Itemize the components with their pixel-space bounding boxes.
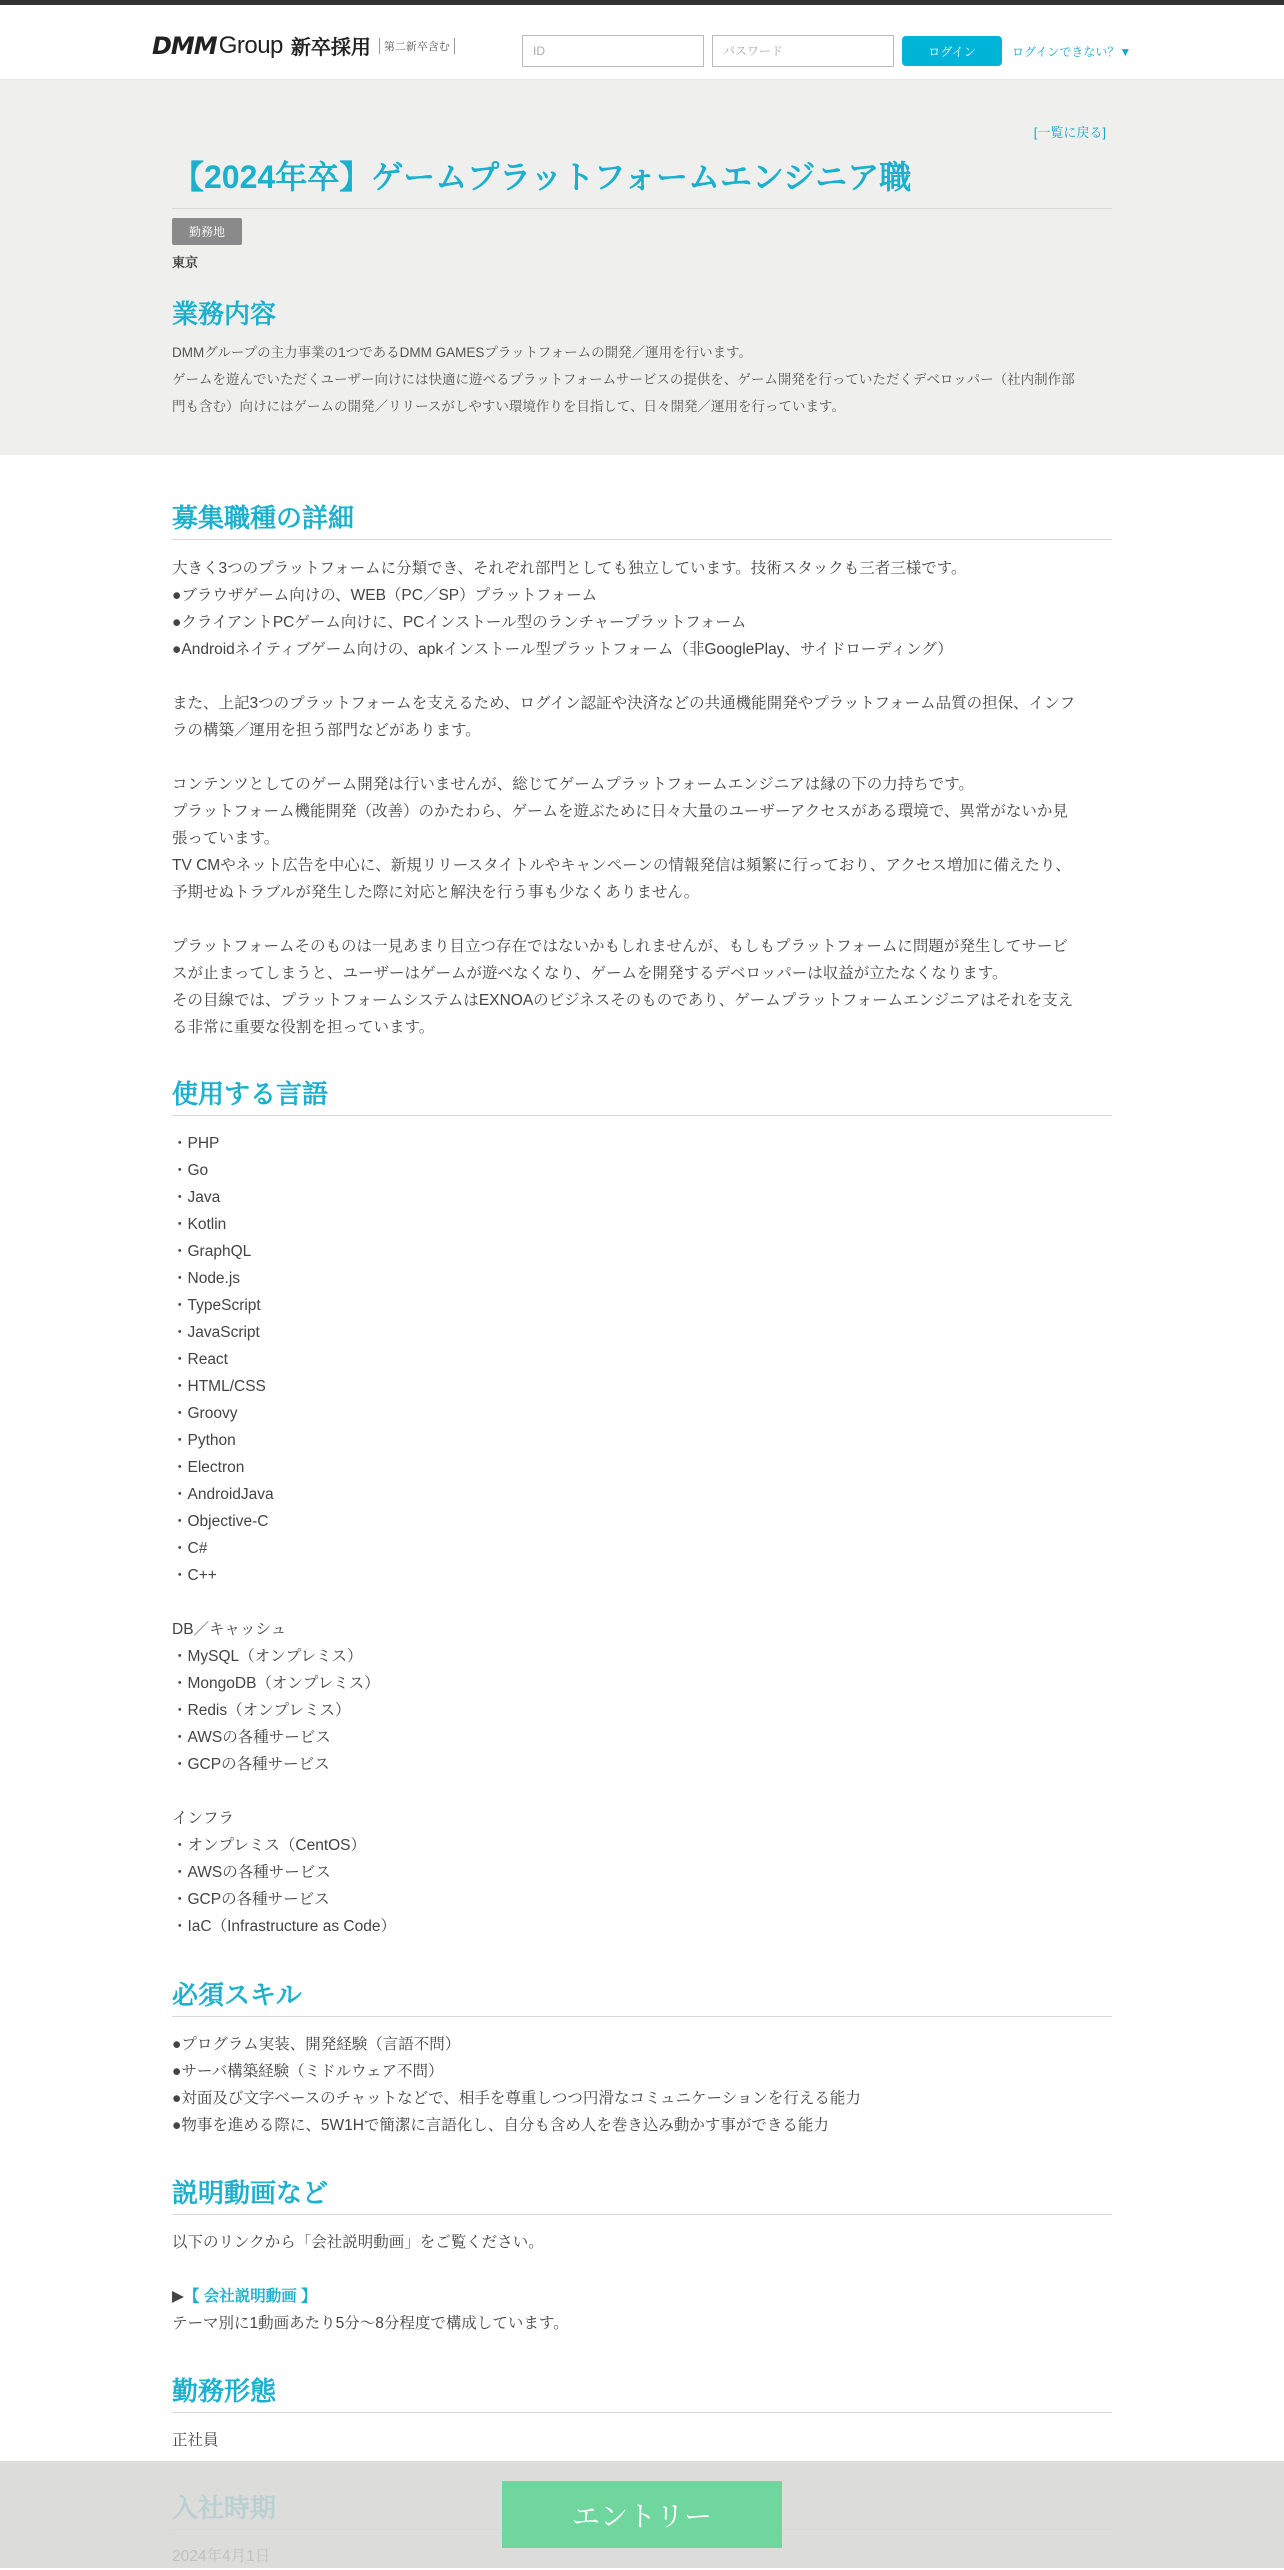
blank-line: [172, 1589, 1112, 1616]
play-icon: ▶: [172, 2288, 184, 2305]
detail-line: 予期せぬトラブルが発生した際に対応と解決を行う事も少なくありません。: [172, 884, 700, 901]
language-line: ・GCPの各種サービス: [172, 1891, 330, 1908]
languages-body: [172, 1130, 1112, 1940]
duty-heading: 業務内容: [172, 299, 277, 329]
language-line: ・Node.js: [172, 1270, 241, 1287]
skill-line: ●対面及び文字ベースのチャットなどで、相手を尊重しつつ円滑なコミュニケーションを行える能力: [172, 2090, 861, 2107]
language-line: ・Go: [172, 1162, 209, 1179]
detail-line: る非常に重要な役割を担っています。: [172, 1019, 435, 1036]
location-badge: 勤務地: [172, 218, 242, 245]
language-line: ・GCPの各種サービス: [172, 1756, 330, 1773]
detail-line: その目線では、プラットフォームシステムはEXNOAのビジネスそのものであり、ゲームプラットフォームエンジニアはそれを支え: [172, 992, 1074, 1009]
skill-line: ●サーバ構築経験（ミドルウェア不問）: [172, 2063, 444, 2080]
language-line: DB／キャッシュ: [172, 1621, 287, 1638]
language-line: ・Groovy: [172, 1405, 238, 1422]
blank-line: [172, 663, 1112, 690]
duty-description: [172, 342, 1112, 423]
logo-subtitle: 新卒採用: [290, 37, 371, 59]
detail-line: 大きく3つのプラットフォームに分類でき、それぞれ部門としても独立しています。技術スタックも三者三様です。: [172, 560, 967, 577]
detail-line: プラットフォームそのものは一見あまり目立つ存在ではないかもしれませんが、もしもプラットフォームに問題が発生してサービ: [172, 938, 1068, 955]
detail-body: [172, 555, 1112, 1041]
blank-line: [172, 906, 1112, 933]
login-button[interactable]: ログイン: [902, 36, 1002, 66]
blank-line: [172, 744, 1112, 771]
job-summary-panel: [0, 80, 1284, 455]
language-line: ・C#: [172, 1540, 208, 1557]
language-line: ・HTML/CSS: [172, 1378, 266, 1395]
language-line: インフラ: [172, 1810, 235, 1827]
duty-line: ゲームを遊んでいただくユーザー向けには快適に遊べるプラットフォームサービスの提供を、ゲーム開発を行っていただくデベロッパー（社内制作部: [172, 372, 1075, 387]
detail-line: プラットフォーム機能開発（改善）のかたわら、ゲームを遊ぶために日々大量のユーザーアクセスがある環境で、異常がないか見: [172, 803, 1068, 820]
language-line: ・IaC（Infrastructure as Code）: [172, 1918, 396, 1935]
job-title: 【2024年卒】ゲームプラットフォームエンジニア職: [172, 152, 1112, 209]
detail-line: ●クライアントPCゲーム向けに、PCインストール型のランチャープラットフォーム: [172, 614, 747, 631]
employment-heading: 勤務形態: [172, 2371, 1112, 2413]
detail-line: TV CMやネット広告を中心に、新規リリースタイトルやキャンペーンの情報発信は頻繁に行っており、アクセス増加に備えたり、: [172, 857, 1071, 874]
logo-group: Group: [218, 31, 283, 59]
entry-bar: [0, 2461, 1284, 2568]
detail-line: スが止まってしまうと、ユーザーはゲームが遊べなくなり、ゲームを開発するデベロッパーは収益が立たなくなります。: [172, 965, 1008, 982]
language-line: ・React: [172, 1351, 228, 1368]
video-body: [172, 2229, 1112, 2337]
language-line: ・C++: [172, 1567, 217, 1584]
skill-line: ●プログラム実装、開発経験（言語不問）: [172, 2036, 461, 2053]
language-line: ・Kotlin: [172, 1216, 227, 1233]
detail-line: ラの構築／運用を担う部門などがあります。: [172, 722, 481, 739]
language-line: ・TypeScript: [172, 1297, 261, 1314]
employment-body: [172, 2427, 1112, 2454]
video-link-row: [172, 2283, 1112, 2310]
language-line: ・オンプレミス（CentOS）: [172, 1837, 367, 1854]
duty-line: 門も含む）向けにはゲームの開発／リリースがしやすい環境作りを目指して、日々開発／運用を行っています。: [172, 399, 845, 414]
login-form: [522, 35, 1131, 67]
logo-dmm: DMM: [152, 31, 217, 60]
site-header: [0, 5, 1284, 80]
password-input[interactable]: [712, 35, 894, 67]
blank-line: [172, 2256, 1112, 2283]
back-to-list-link[interactable]: [一覧に戻る]: [1033, 125, 1106, 140]
skills-heading: 必須スキル: [172, 1975, 1112, 2017]
video-intro: 以下のリンクから「会社説明動画」をご覧ください。: [172, 2234, 544, 2251]
id-input[interactable]: [522, 35, 704, 67]
skills-body: [172, 2031, 1112, 2139]
language-line: ・AWSの各種サービス: [172, 1864, 331, 1881]
skill-line: ●物事を進める際に、5W1Hで簡潔に言語化し、自分も含め人を巻き込み動かす事ができる能力: [172, 2117, 829, 2134]
language-line: ・GraphQL: [172, 1243, 252, 1260]
employment-value: 正社員: [172, 2432, 219, 2449]
video-heading: 説明動画など: [172, 2173, 1112, 2215]
detail-line: コンテンツとしてのゲーム開発は行いませんが、総じてゲームプラットフォームエンジニアは縁の下の力持ちです。: [172, 776, 974, 793]
detail-line: また、上記3つのプラットフォームを支えるため、ログイン認証や決済などの共通機能開発やプラットフォーム品質の担保、インフ: [172, 695, 1076, 712]
entry-button[interactable]: エントリー: [502, 2481, 782, 2548]
video-note: テーマ別に1動画あたり5分～8分程度で構成しています。: [172, 2315, 569, 2332]
language-line: ・AndroidJava: [172, 1486, 274, 1503]
detail-line: ●Androidネイティブゲーム向けの、apkインストール型プラットフォーム（非GooglePlay、サイドローディング）: [172, 641, 953, 658]
language-line: ・JavaScript: [172, 1324, 260, 1341]
language-line: ・Redis（オンプレミス）: [172, 1702, 351, 1719]
language-line: ・Python: [172, 1432, 236, 1449]
location-value: 東京: [172, 255, 199, 270]
company-video-link[interactable]: 【 会社説明動画 】: [183, 2288, 317, 2305]
language-line: ・MongoDB（オンプレミス）: [172, 1675, 380, 1692]
detail-heading: 募集職種の詳細: [172, 498, 1112, 540]
language-line: ・AWSの各種サービス: [172, 1729, 331, 1746]
language-line: ・Electron: [172, 1459, 245, 1476]
language-line: ・Java: [172, 1189, 221, 1206]
login-help-link[interactable]: ログインできない？▼: [1012, 44, 1132, 59]
logo-note: 第二新卒含む: [379, 38, 455, 54]
language-line: ・Objective-C: [172, 1513, 269, 1530]
detail-line: 張っています。: [172, 830, 280, 847]
duty-line: DMMグループの主力事業の1つであるDMM GAMESプラットフォームの開発／運用を行います。: [172, 345, 752, 360]
languages-heading: 使用する言語: [172, 1074, 1112, 1116]
detail-line: ●ブラウザゲーム向けの、WEB（PC／SP）プラットフォーム: [172, 587, 598, 604]
language-line: ・MySQL（オンプレミス）: [172, 1648, 363, 1665]
language-line: ・PHP: [172, 1135, 220, 1152]
blank-line: [172, 1778, 1112, 1805]
site-logo[interactable]: [152, 31, 455, 60]
